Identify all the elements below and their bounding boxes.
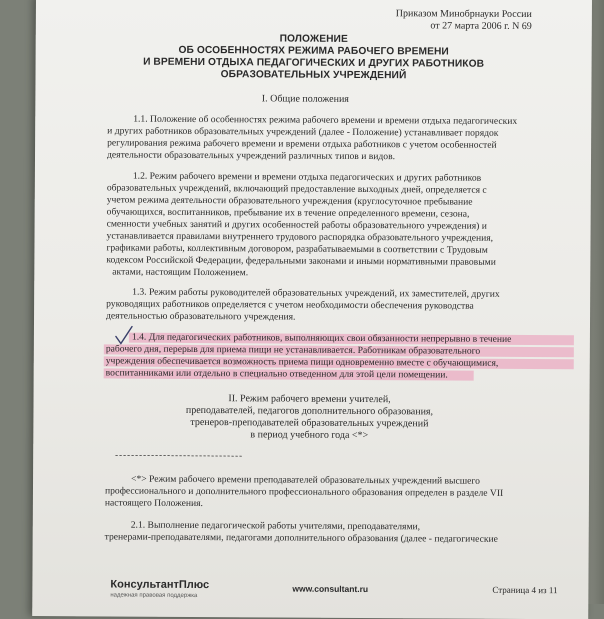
doc-title-line-1: ПОЛОЖЕНИЕ [279, 33, 348, 45]
para-1-2-line: образовательных учреждений, включающий предоставление выходных дней, определяется с [106, 182, 487, 196]
para-1-1-line: 1.1. Положение об особенностях режима рабочего времени и времени отдыха педагогических [133, 113, 518, 127]
para-1-3-line: деятельностью образовательного учреждения. [106, 310, 296, 323]
para-1-2-line: актами, настоящим Положением. [112, 266, 249, 279]
para-1-2-line: устанавливается правилами внутреннего трудового распорядка образовательного учреждения, [106, 230, 494, 244]
para-2-1-line: тренерами-преподавателями, педагогами дополнительного образования (далее - педагогические [104, 531, 498, 545]
section-2-heading-line: II. Режим рабочего времени учителей, [228, 393, 391, 406]
para-1-4-line: рабочего дня, перерыв для приема пищи не устанавливается. Работникам образовательного [105, 343, 481, 357]
para-1-2-line: графиками работы, коллективным договором, разрабатываемыми в соответствии с Трудовым [106, 242, 488, 256]
header-order-line: Приказом Минобрнауки России [395, 8, 532, 21]
para-1-3-line: руководящих работников определяется с учетом необходимости обеспечения руководства [106, 298, 474, 312]
footnote-line: <*> Режим рабочего времени преподавателей образовательных учреждений высшего [131, 473, 480, 487]
para-1-1-line: и других работников образовательных учреждений (далее - Положение) устанавливает порядок [107, 125, 499, 139]
para-1-3-line: 1.3. Режим работы руководителей образовательных учреждений, их заместителей, других [132, 286, 500, 300]
para-1-1-line: регулирования режима рабочего времени и времени отдыха работников с учетом особенностей [107, 137, 497, 151]
para-1-4-line: 1.4. Для педагогических работников, выполняющих свои обязанности непрерывно в течение [131, 331, 512, 345]
para-1-2-line: учетом режима деятельности образовательного учреждения (круглосуточное пребывание [106, 194, 473, 208]
footnote-divider: -------------------------------- [115, 449, 244, 461]
para-1-4-line: учреждения обеспечивается возможность приема пищи одновременно вместе с обучающимися, [105, 355, 499, 369]
page-number: Страница 4 из 11 [492, 584, 558, 596]
header-date-line: от 27 марта 2006 г. N 69 [430, 20, 532, 33]
section-2-heading-line: преподавателей, педагогов дополнительного образования, [185, 404, 434, 418]
para-1-2-line: сменности учебных занятий и других особенностей работы образовательного учреждения) и [106, 218, 487, 232]
para-2-1-line: 2.1. Выполнение педагогической работы учителями, преподавателями, [130, 519, 421, 533]
para-1-1-line: деятельности образовательных учреждений различных типов и видов. [106, 149, 396, 163]
doc-title-line-2: ОБ ОСОБЕННОСТЯХ РЕЖИМА РАБОЧЕГО ВРЕМЕНИ [178, 44, 449, 58]
footnote-line: профессионального и дополнительного профессионального образования определен в разделе VII [104, 485, 504, 499]
section-2-heading-line: тренеров-преподавателей образовательных учреждений [190, 416, 429, 430]
doc-title-line-3: И ВРЕМЕНИ ОТДЫХА ПЕДАГОГИЧЕСКИХ И ДРУГИХ РАБОТНИКОВ [143, 56, 485, 70]
footnote-line: настоящего Положения. [104, 497, 204, 510]
consultant-tagline: надежная правовая поддержка [110, 592, 198, 599]
para-1-2-line: обучающихся, воспитанников, пребывание их в течение определенного времени, сезона, [106, 206, 470, 220]
doc-title-line-4: ОБРАЗОВАТЕЛЬНЫХ УЧРЕЖДЕНИЙ [220, 69, 407, 82]
document-page [32, 0, 592, 619]
footer-url: www.consultant.ru [292, 583, 369, 595]
section-1-heading: I. Общие положения [261, 93, 349, 105]
para-1-2-line: 1.2. Режим рабочего времени и времени отдыха педагогических и других работников [132, 170, 482, 184]
para-1-4-line: воспитанниками или отдельно в специально отведенном для этой цели помещении. [105, 367, 448, 381]
para-1-2-line: кодексом Российской Федерации, федеральными законами и иными нормативными правовыми [106, 254, 496, 268]
section-2-heading-line: в период учебного года <*> [250, 429, 369, 442]
consultant-logo: КонсультантПлюс [110, 578, 210, 592]
